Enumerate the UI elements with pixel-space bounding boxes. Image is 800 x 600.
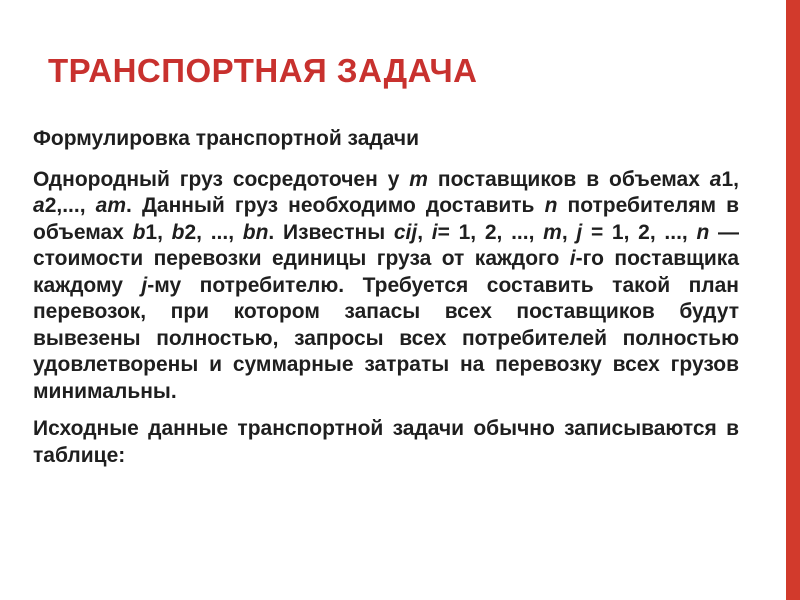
problem-statement-paragraph bbox=[33, 167, 739, 406]
variable-am: am bbox=[95, 194, 127, 217]
text-segment: потребителям в объемах bbox=[33, 194, 740, 244]
variable-a: a bbox=[709, 167, 722, 191]
variable-i: i bbox=[431, 220, 438, 244]
text-segment: -го поставщика каждому bbox=[33, 247, 739, 297]
slide-title: ТРАНСПОРТНАЯ ЗАДАЧА bbox=[48, 52, 478, 89]
text-segment: -му потребителю. Требуется составить такой план перевозок, при котором запасы всех поставщиков будут вывезены полностью, запросы всех потребителей полностью удовлетворены и суммарные затраты на перевозку всех грузов минимальны. bbox=[33, 273, 739, 403]
variable-n: n bbox=[544, 194, 558, 217]
accent-bar bbox=[786, 0, 800, 600]
variable-b: b bbox=[132, 220, 146, 244]
text-segment: поставщиков в объемах bbox=[427, 167, 710, 191]
text-segment: = 1, 2, ..., bbox=[437, 220, 544, 244]
text-segment: . Известны bbox=[268, 220, 394, 244]
text-segment: , bbox=[561, 220, 577, 244]
slide-body bbox=[33, 126, 739, 480]
variable-m: m bbox=[543, 220, 562, 244]
text-segment: 1, bbox=[145, 220, 172, 244]
subtitle: Формулировка транспортной задачи bbox=[33, 127, 419, 150]
text-segment: , bbox=[417, 220, 432, 244]
variable-i: i bbox=[569, 247, 576, 270]
text-segment: . Данный груз необходимо доставить bbox=[126, 194, 545, 217]
variable-n: n bbox=[696, 220, 710, 244]
variable-j: j bbox=[576, 220, 583, 244]
variable-a: a bbox=[33, 194, 45, 217]
variable-j: j bbox=[141, 273, 148, 297]
text-segment: = 1, 2, ..., bbox=[582, 220, 697, 244]
text-segment: — стоимости перевозки единицы груза от каждого bbox=[33, 220, 740, 270]
variable-b: b bbox=[171, 220, 185, 244]
text-segment: Однородный груз сосредоточен у bbox=[33, 167, 410, 191]
table-intro-paragraph: Исходные данные транспортной задачи обычно записываются в таблице: bbox=[33, 417, 739, 467]
variable-cij: cij bbox=[393, 220, 418, 244]
text-segment: 2,..., bbox=[44, 194, 96, 217]
text-segment: 2, ..., bbox=[184, 220, 243, 244]
variable-m: m bbox=[409, 167, 428, 191]
variable-bn: bn bbox=[242, 220, 269, 244]
text-segment: 1, bbox=[721, 167, 739, 191]
